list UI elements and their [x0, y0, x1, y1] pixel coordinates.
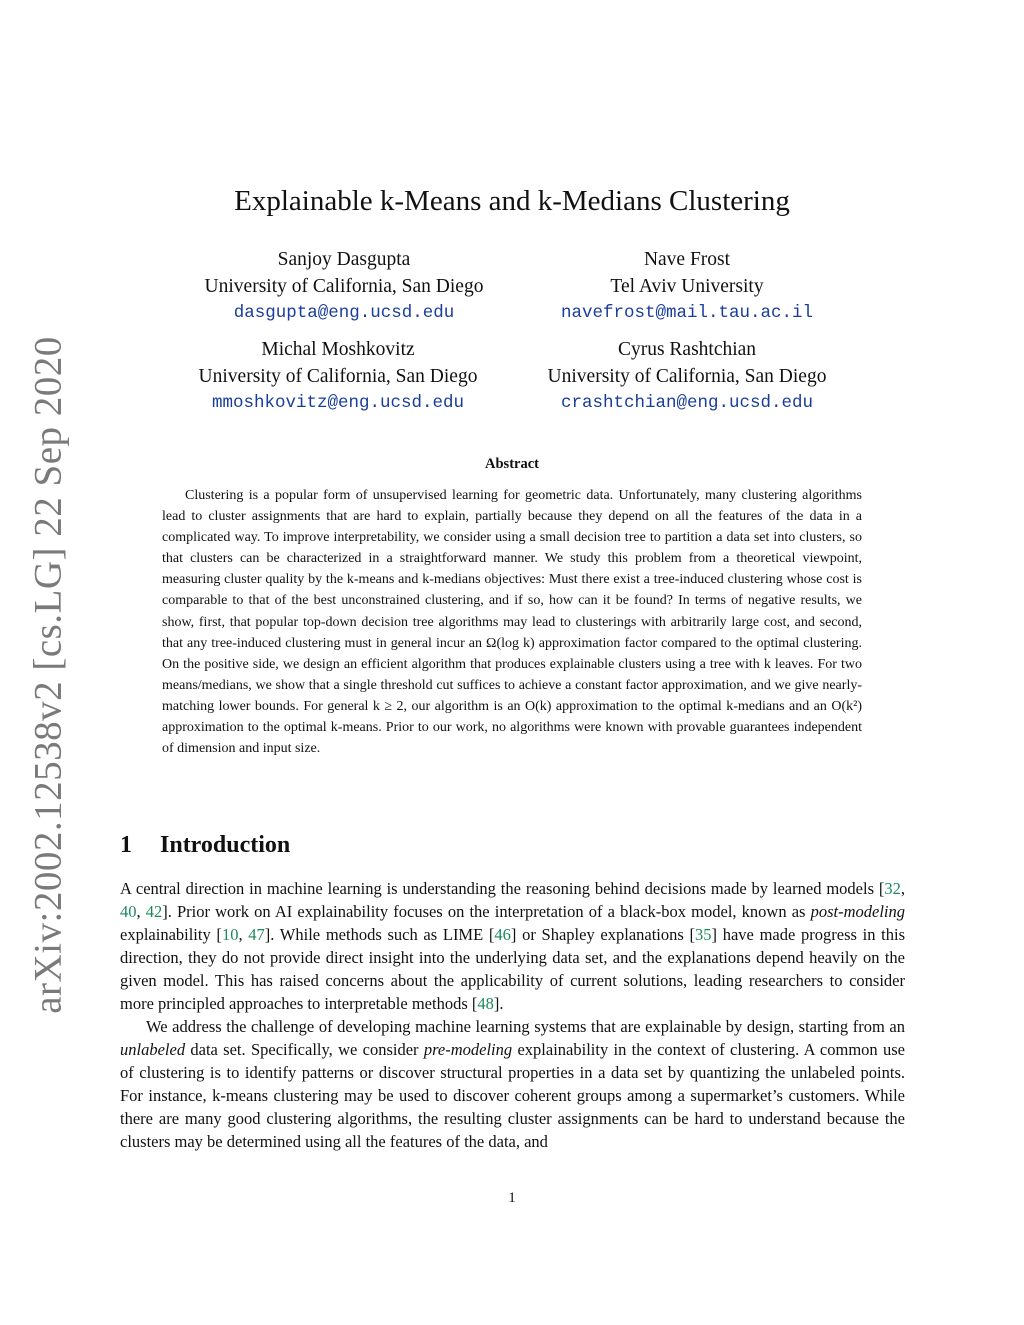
author-affiliation: University of California, San Diego [547, 366, 827, 387]
emphasis-text: post-modeling [810, 902, 905, 921]
author-block [154, 246, 534, 327]
arxiv-sidebar [18, 336, 78, 1014]
citation-link[interactable]: 48 [477, 994, 494, 1013]
paper-title: Explainable k-Means and k-Medians Clustering [234, 185, 790, 217]
arxiv-identifier: arXiv:2002.12538v2 [cs.LG] 22 Sep 2020 [26, 336, 70, 1014]
emphasis-text: pre-modeling [423, 1040, 513, 1059]
author-name: Nave Frost [643, 249, 731, 270]
section-title: Introduction [160, 832, 291, 858]
author-affiliation: University of California, San Diego [198, 366, 478, 387]
emphasis-text: unlabeled [120, 1040, 186, 1059]
author-block [497, 336, 877, 417]
abstract-text: Clustering is a popular form of unsupervised learning for geometric data. Unfortunately, many clustering algorithms lead to cluster assignments that are hard to explain, partially because they depend on all the features of the data in a complicated way. To improve interpretability, we consider using a small decision tree to partition a data set into clusters, so that clusters can be characterized in a straightforward manner. We study this problem from a theoretical viewpoint, measuring cluster quality by the k-means and k-medians objectives: Must there exist a tree-induced clustering whose cost is comparable to that of the best unconstrained clustering, and if so, how can it be found? In terms of negative results, we show, first, that popular top-down decision tree algorithms may lead to clusterings with arbitrarily large cost, and second, that any tree-induced clustering must in general incur an Ω(log k) approximation factor compared to the optimal clustering. On the positive side, we design an efficient algorithm that produces explainable clusters using a tree with k leaves. For two means/medians, we show that a single threshold cut suffices to achieve a constant factor approximation, and we give nearly-matching lower bounds. For general k ≥ 2, our algorithm is an O(k) approximation to the optimal k-medians and an O(k²) approximation to the optimal k-means. Prior to our work, no algorithms were known with provable guarantees independent of dimension and input size. [162, 488, 862, 757]
author-email-link[interactable]: mmoshkovitz@eng.ucsd.edu [211, 393, 465, 413]
citation-link[interactable]: 40 [120, 902, 137, 921]
author-affiliation: Tel Aviv University [610, 276, 764, 297]
introduction-body [120, 877, 905, 1153]
author-block [148, 336, 528, 417]
paragraph: We address the challenge of developing machine learning systems that are explainable by design, starting from an unlabeled data set. Specifically, we consider pre-modeling explainability in the context of clustering. A common use of clustering is to identify patterns or discover structural properties in a data set by quantizing the unlabeled points. For instance, k-means clustering may be used to discover coherent groups among a supermarket’s customers. While there are many good clustering algorithms, the resulting cluster assignments can be hard to understand because the clusters may be determined using all the features of the data, and [120, 1017, 905, 1151]
author-affiliation: University of California, San Diego [204, 276, 484, 297]
citation-link[interactable]: 46 [494, 925, 511, 944]
author-name: Michal Moshkovitz [261, 339, 415, 360]
citation-link[interactable]: 42 [145, 902, 163, 921]
abstract-heading: Abstract [485, 456, 539, 472]
author-name: Cyrus Rashtchian [617, 339, 757, 360]
author-block [497, 246, 877, 327]
page-number: 1 [508, 1190, 516, 1206]
author-name: Sanjoy Dasgupta [277, 249, 411, 270]
section-number: 1 [120, 832, 132, 858]
citation-link[interactable]: 35 [695, 925, 712, 944]
section-heading [120, 832, 290, 859]
citation-link[interactable]: 47 [248, 925, 265, 944]
author-email-link[interactable]: dasgupta@eng.ucsd.edu [233, 303, 455, 323]
citation-link[interactable]: 32 [884, 879, 901, 898]
paragraph: A central direction in machine learning is understanding the reasoning behind decisions made by learned models [32, 40, 42]. Prior work on AI explainability focuses on the interpretation of a black-box model, known as post-modeling explainability [10, 47]. While methods such as LIME [46] or Shapley explanations [35] have made progress in this direction, they do not provide direct insight into the underlying data set, and the explanations depend heavily on the given model. This has raised concerns about the applicability of current solutions, leading researchers to consider more principled approaches to interpretable methods [48]. [120, 879, 906, 1013]
author-email-link[interactable]: crashtchian@eng.ucsd.edu [560, 393, 814, 413]
citation-link[interactable]: 10 [221, 925, 239, 944]
author-email-link[interactable]: navefrost@mail.tau.ac.il [560, 303, 814, 323]
